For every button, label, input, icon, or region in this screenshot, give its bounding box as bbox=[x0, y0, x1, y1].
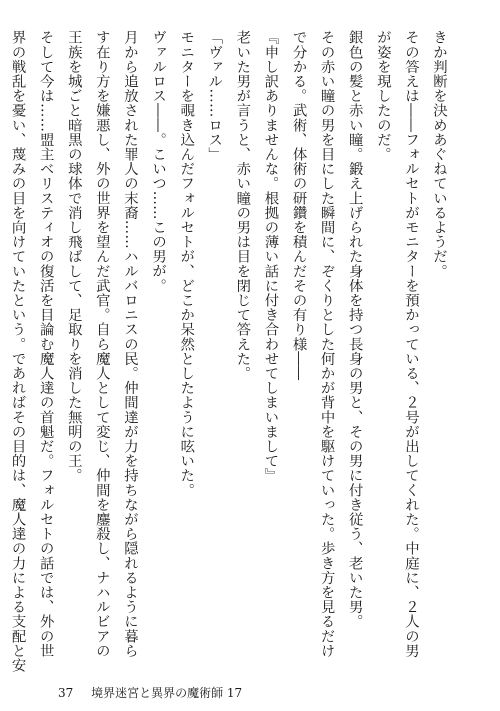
text-line: 老いた男が言うと、赤い瞳の男は目を閉じて答えた。 bbox=[234, 30, 251, 381]
page-footer bbox=[58, 686, 242, 700]
text-line: 銀色の髪と赤い瞳。鍛え上げられた身体を持つ長身の男と、その男に付き従う、老いた男。 bbox=[346, 30, 363, 629]
text-line: で分かる。武術、体術の研鑽を積んだその有り様―― bbox=[290, 30, 307, 381]
text-line: その赤い瞳の男を目にした瞬間に、ぞくりとした何かが背中を駆けていった。歩き方を見るだけ bbox=[318, 30, 335, 658]
page-number: 37 bbox=[58, 686, 74, 700]
text-line: きか判断を決めあぐねているようだ。 bbox=[431, 30, 447, 279]
text-line: 『申し訳ありませんな。根拠の薄い話に付き合わせてしまいまして』 bbox=[262, 30, 279, 483]
text-line: す在り方を嫌悪し、外の世界を望んだ武官。自ら魔人として変じ、仲間を鏖殺し、ナハルビアの bbox=[93, 30, 110, 658]
text-line: ヴァルロス――。こいつ……この男が。 bbox=[150, 30, 167, 293]
text-line: モニターを覗き込んだフォルセトが、どこか呆然としたように呟いた。 bbox=[178, 30, 195, 498]
text-line: その答えは――フォルセトがモニターを預かっている、２号が出してくれた。中庭に、２人の男 bbox=[402, 30, 419, 658]
text-line: 王族を城ごと暗黒の球体で消し飛ばして、足取りを消した無明の王。 bbox=[65, 30, 82, 483]
text-line: 界の戦乱を憂い、蔑みの目を向けていたという。であればその目的は、魔人達の力による支配と安 bbox=[9, 30, 26, 673]
vertical-text-body bbox=[9, 30, 453, 673]
text-line: そして今は……盟主ベリスティオの復活を目論む魔人達の首魁だ。フォルセトの話では、外の世 bbox=[37, 30, 54, 658]
text-line bbox=[0, 30, 4, 615]
text-line: 月から追放された罪人の末裔……ハルバロニスの民。仲間達が力を持ちながら隠れるように暮ら bbox=[121, 30, 138, 658]
text-line: 「ヴァル……ロス」 bbox=[206, 30, 223, 162]
text-line: が姿を現したのだ。 bbox=[374, 30, 391, 162]
book-title: 境界迷宮と異界の魔術師 17 bbox=[91, 686, 243, 700]
